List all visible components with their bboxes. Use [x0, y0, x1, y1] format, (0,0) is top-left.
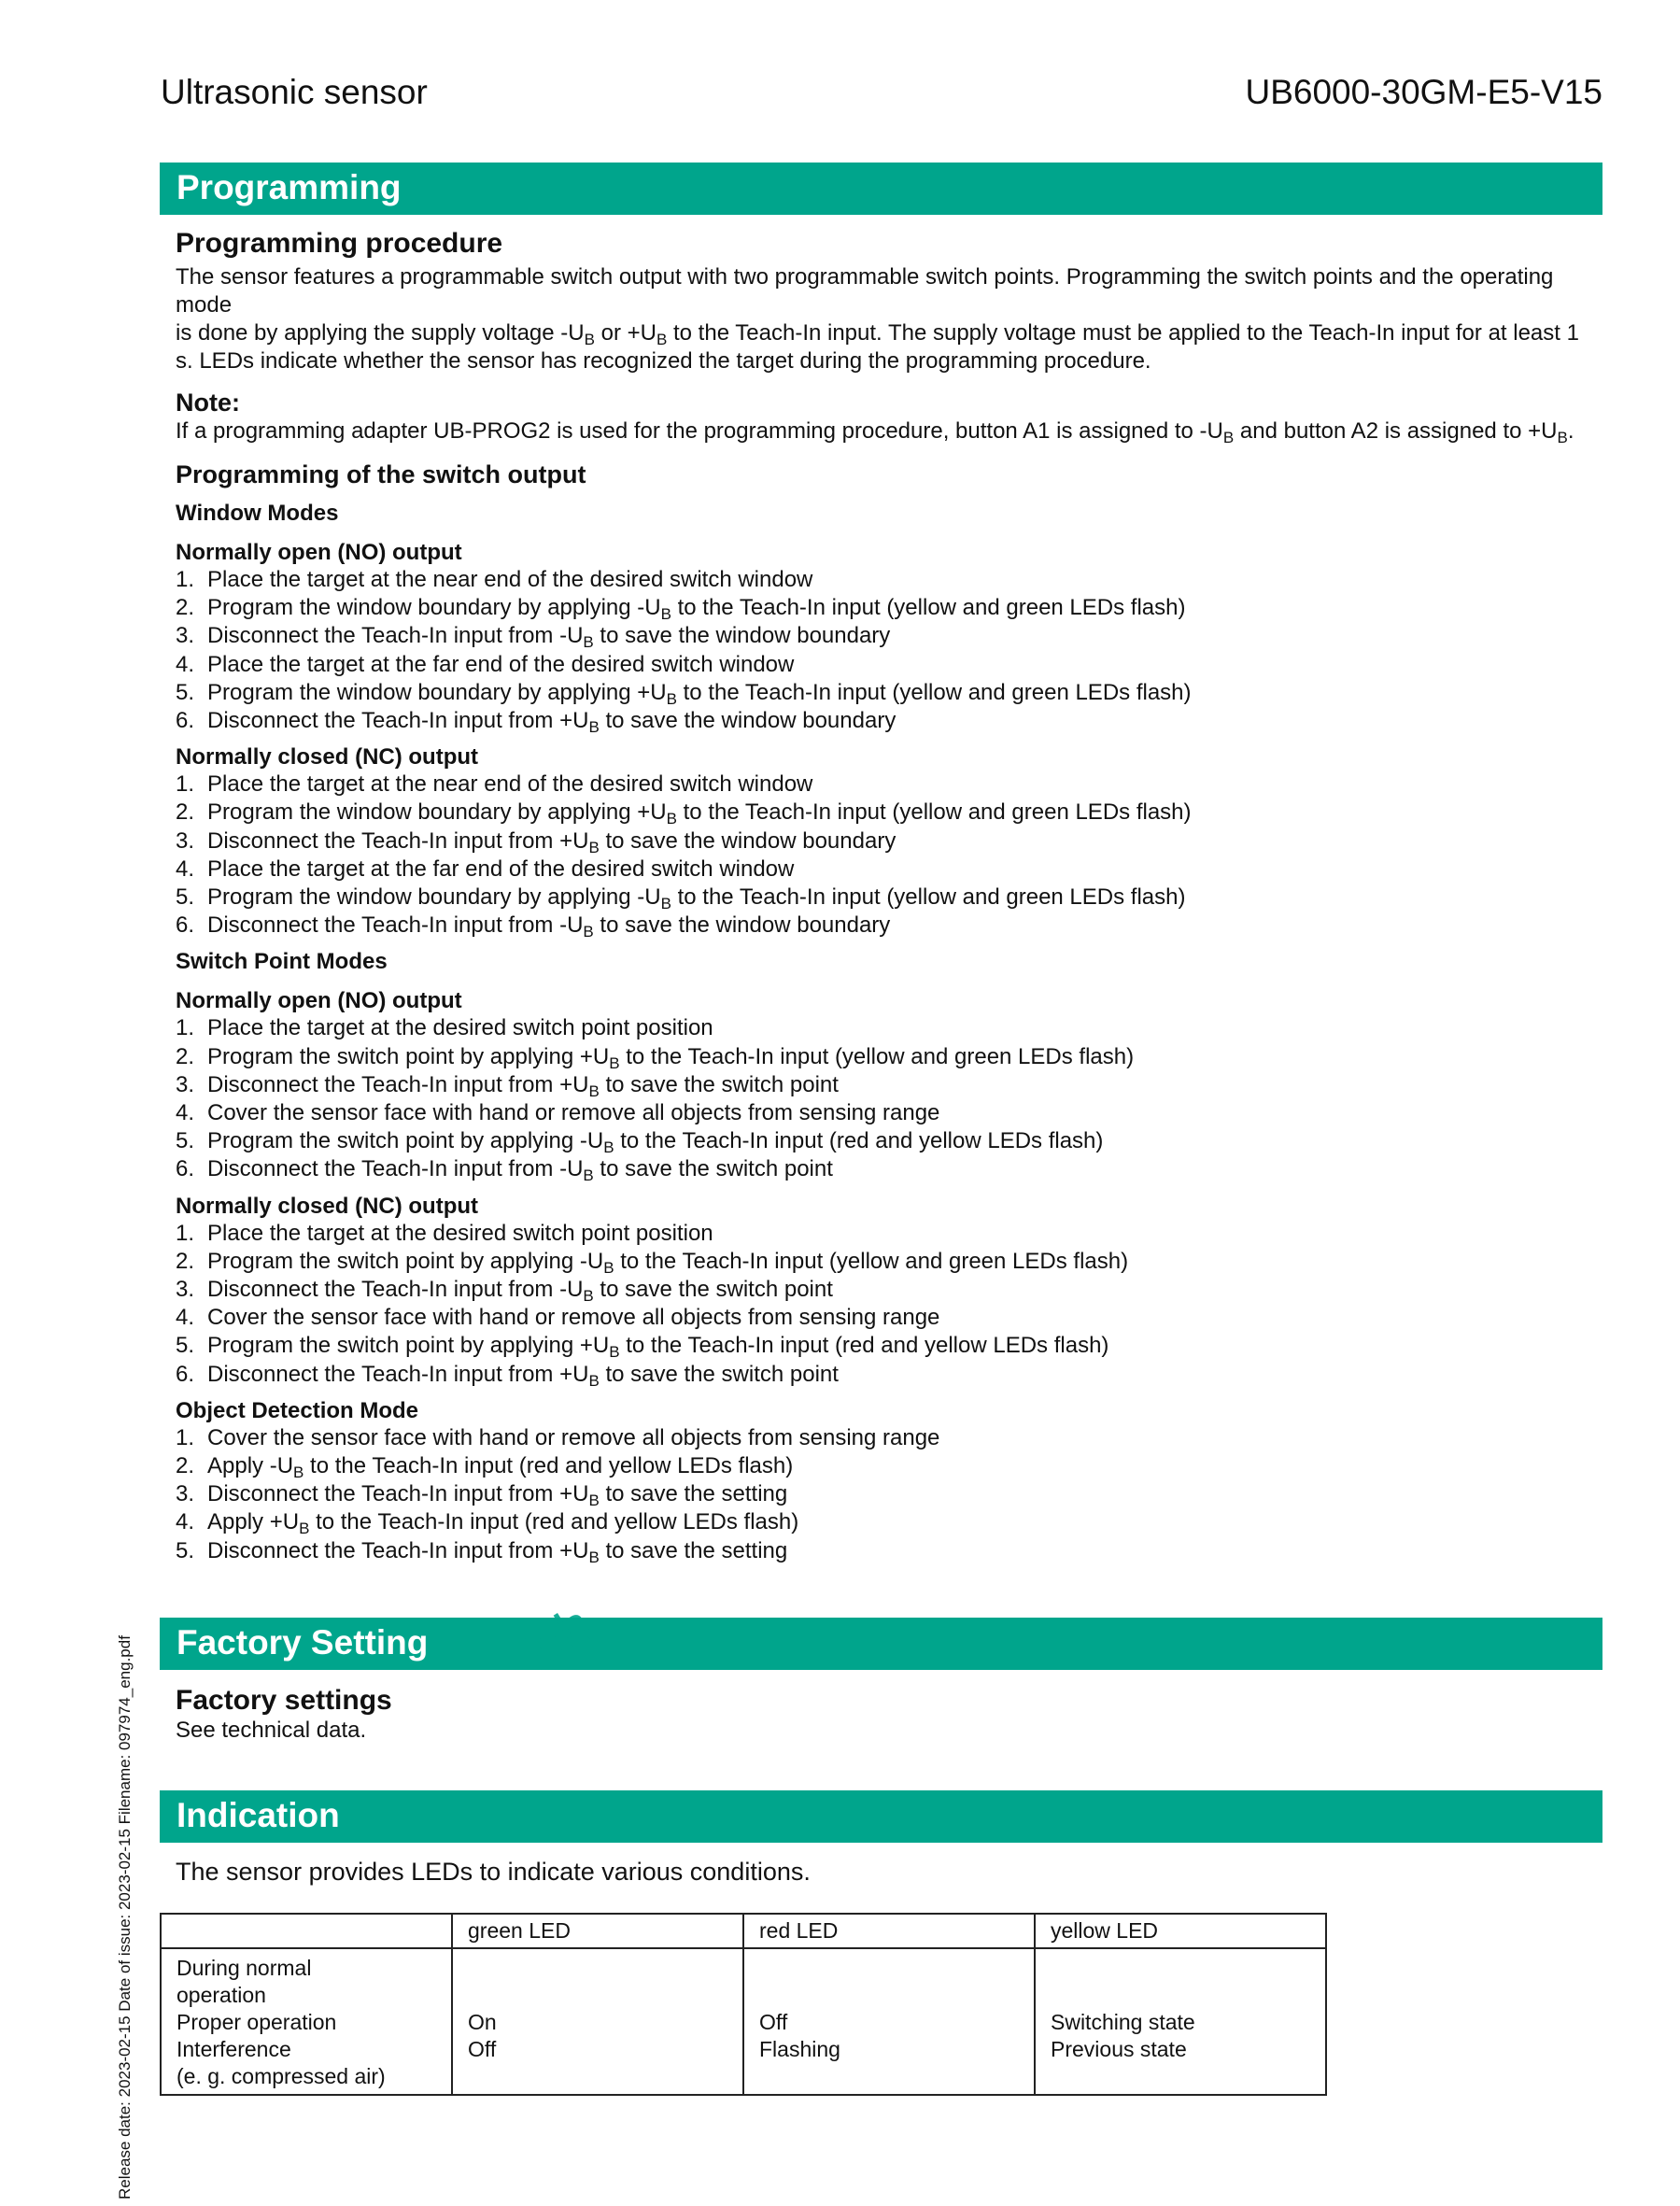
watermark: ich [512, 1593, 603, 1682]
red-led-cell: Off Flashing [743, 1948, 1035, 2095]
steps-list [176, 1014, 1586, 1183]
list-item: 1. Place the target at the near end of the desired switch window [176, 771, 813, 798]
factory-text: See technical data. [176, 1718, 367, 1743]
object-detection-title: Object Detection Mode [176, 1397, 419, 1423]
factory-content [176, 1685, 1586, 1745]
procedure-line: s. LEDs indicate whether the sensor has recognized the target during the programming procedure. [176, 348, 1151, 374]
list-item: 4. Cover the sensor face with hand or remove all objects from sensing range [176, 1100, 940, 1126]
list-item: 3. Disconnect the Teach-In input from $+U_B$ to save the window boundary [176, 827, 896, 856]
list-item: 4. Cover the sensor face with hand or remove all objects from sensing range [176, 1305, 940, 1331]
list-item: 6. Disconnect the Teach-In input from $+U_B$ to save the window boundary [176, 708, 896, 737]
model-number: UB6000-30GM-E5-V15 [1245, 73, 1602, 111]
steps-list [176, 771, 1586, 940]
list-item: 5. Program the window boundary by applying $-U_B$ to the Teach-In input (yellow and green LEDs flash) [176, 884, 1186, 913]
list-item: 2. Program the switch point by applying $-U_B$ to the Teach-In input (yellow and green LEDs flash) [176, 1248, 1129, 1277]
list-item: 3. Disconnect the Teach-In input from $+U_B$ to save the switch point [176, 1071, 839, 1100]
procedure-line: The sensor features a programmable switch output with two programmable switch points. Programming the switch points and the operating mode [176, 264, 1554, 318]
list-item: 5. Program the window boundary by applying $+U_B$ to the Teach-In input (yellow and green LEDs flash) [176, 679, 1192, 708]
steps-list [176, 1220, 1586, 1389]
section-bar-factory [160, 1618, 1602, 1670]
list-item: 2. Program the window boundary by applying $+U_B$ to the Teach-In input (yellow and green LEDs flash) [176, 799, 1192, 828]
list-item: 2. Apply $-U_B$ to the Teach-In input (red and yellow LEDs flash) [176, 1453, 794, 1482]
no-output-title: Normally open (NO) output [176, 540, 462, 565]
factory-title: Factory settings [176, 1685, 392, 1716]
programming-content [176, 228, 1586, 1565]
list-item: 4. Place the target at the far end of the desired switch window [176, 651, 795, 677]
note-title: Note: [176, 389, 240, 417]
list-item: 5. Program the switch point by applying $-U_B$ to the Teach-In input (red and yellow LEDs flash) [176, 1128, 1104, 1157]
section-title: Indication [176, 1796, 340, 1834]
section-bar-programming [160, 163, 1602, 215]
no-output-title: Normally open (NO) output [176, 988, 462, 1014]
indication-intro: The sensor provides LEDs to indicate various conditions. [176, 1858, 811, 1886]
steps-list [176, 566, 1586, 735]
switch-point-modes-title: Switch Point Modes [176, 949, 388, 975]
list-item: 3. Disconnect the Teach-In input from $-U_B$ to save the window boundary [176, 623, 891, 652]
nc-output-title: Normally closed (NC) output [176, 1193, 479, 1219]
header-cell: green LED [452, 1914, 743, 1948]
list-item: 3. Disconnect the Teach-In input from $-U_B$ to save the switch point [176, 1277, 833, 1306]
header-cell: red LED [743, 1914, 1035, 1948]
section-title: Factory Setting [176, 1623, 429, 1662]
product-type: Ultrasonic sensor [161, 73, 428, 111]
table-header-row [161, 1914, 1326, 1948]
green-led-cell: On Off [452, 1948, 743, 2095]
yellow-led-cell: Switching state Previous state [1035, 1948, 1326, 2095]
list-item: 6. Disconnect the Teach-In input from $+U_B$ to save the switch point [176, 1361, 839, 1390]
list-item: 1. Place the target at the near end of the desired switch window [176, 567, 813, 592]
procedure-line: is done by applying the supply voltage $-U_B$ or $+U_B$ to the Teach-In input. The supply voltage must be applied to the Teach-In input for at least 1 [176, 320, 1579, 348]
table-row [161, 1948, 1326, 2095]
switch-output-title: Programming of the switch output [176, 460, 586, 488]
list-item: 1. Place the target at the desired switch point position [176, 1220, 713, 1246]
list-item: 1. Place the target at the desired switch point position [176, 1015, 713, 1041]
steps-list [176, 1424, 1586, 1565]
section-bar-indication [160, 1790, 1602, 1843]
led-table [160, 1913, 1327, 2096]
condition-cell: During normal operation Proper operation Interference (e. g. compressed air) [161, 1948, 452, 2095]
list-item: 2. Program the window boundary by applying $-U_B$ to the Teach-In input (yellow and green LEDs flash) [176, 595, 1186, 624]
list-item: 6. Disconnect the Teach-In input from $-U_B$ to save the switch point [176, 1156, 833, 1185]
list-item: 6. Disconnect the Teach-In input from $-U_B$ to save the window boundary [176, 912, 891, 941]
list-item: 5. Disconnect the Teach-In input from $+U_B$ to save the setting [176, 1537, 788, 1566]
list-item: 4. Place the target at the far end of the desired switch window [176, 856, 795, 882]
nc-output-title: Normally closed (NC) output [176, 744, 479, 771]
procedure-title: Programming procedure [176, 228, 503, 259]
procedure-paragraph [176, 263, 1586, 375]
window-modes-title: Window Modes [176, 501, 339, 526]
header-cell: yellow LED [1035, 1914, 1326, 1948]
note-text: If a programming adapter UB-PROG2 is used for the programming procedure, button A1 is assigned to $-U_B$ and button A2 is assigned to $+U_B$. [176, 418, 1574, 446]
list-item: 2. Program the switch point by applying $+U_B$ to the Teach-In input (yellow and green LEDs flash) [176, 1043, 1135, 1072]
list-item: 4. Apply $+U_B$ to the Teach-In input (red and yellow LEDs flash) [176, 1509, 799, 1538]
list-item: 1. Cover the sensor face with hand or remove all objects from sensing range [176, 1424, 940, 1450]
list-item: 3. Disconnect the Teach-In input from $+U_B$ to save the setting [176, 1481, 788, 1510]
release-info: Release date: 2023-02-15 Date of issue: 2023-02-15 Filename: 097974_eng.pdf [116, 1635, 134, 2199]
header-cell [161, 1914, 452, 1948]
section-title: Programming [176, 168, 402, 206]
list-item: 5. Program the switch point by applying $+U_B$ to the Teach-In input (red and yellow LEDs flash) [176, 1333, 1109, 1362]
